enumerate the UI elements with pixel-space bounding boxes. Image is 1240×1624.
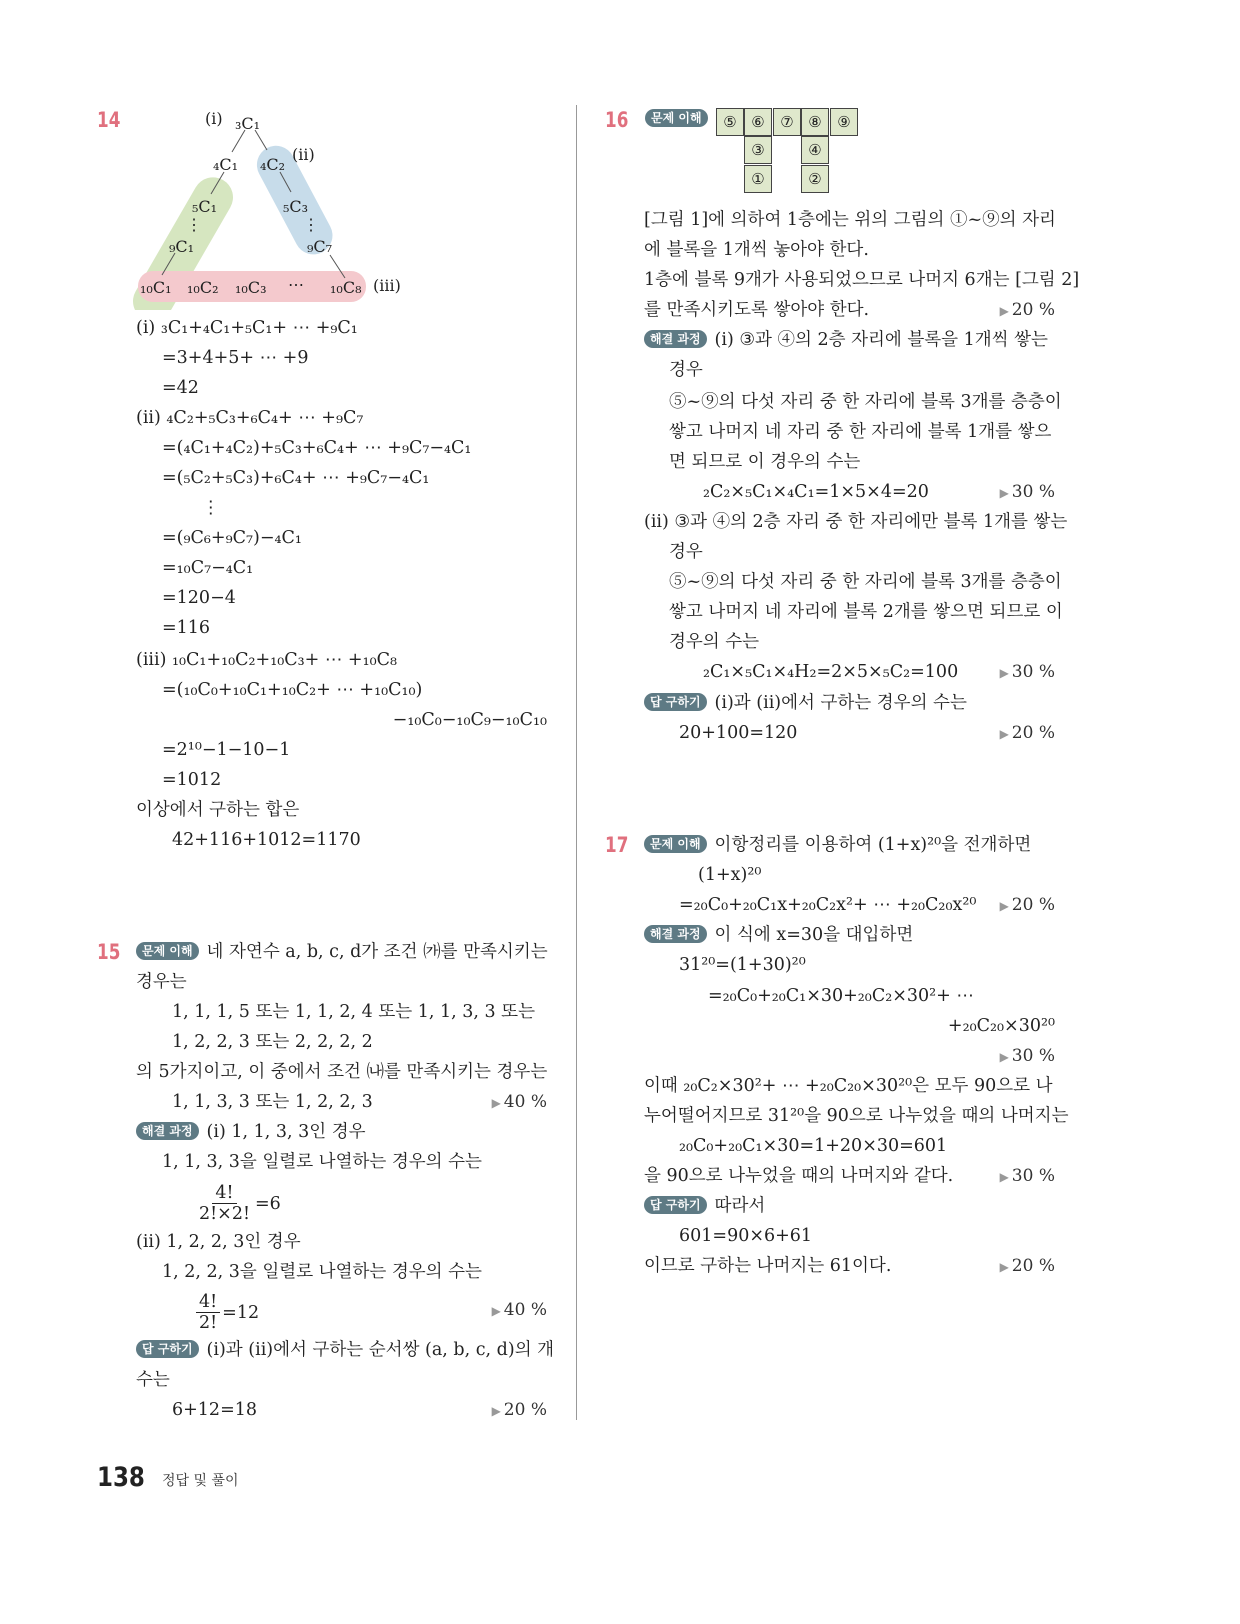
badge-answer: 답 구하기 xyxy=(644,1196,707,1214)
node: ₁₀C₈ xyxy=(330,278,362,297)
math-line: =(₁₀C₀+₁₀C₁+₁₀C₂+ ⋯ +₁₀C₁₀) xyxy=(162,680,423,700)
math-line: ₂₀C₀+₂₀C₁×30=1+20×30=601 xyxy=(679,1136,948,1156)
text-line: ⑤~⑨의 다섯 자리 중 한 자리에 블록 3개를 층층이 xyxy=(669,572,1062,592)
text-line: (ii) 1, 2, 2, 3인 경우 xyxy=(136,1232,301,1252)
math-line: =120−4 xyxy=(162,588,236,608)
text-line: (ii) ③과 ④의 2층 자리 중 한 자리에만 블록 1개를 쌓는 xyxy=(644,512,1068,532)
score: ▶ 30 % xyxy=(999,1166,1055,1186)
node: ₁₀C₁ xyxy=(140,278,172,297)
text-line: 1, 1, 1, 5 또는 1, 1, 2, 4 또는 1, 1, 3, 3 또는 xyxy=(172,1002,535,1022)
text-line xyxy=(644,692,967,714)
math-line: (iii) ₁₀C₁+₁₀C₂+₁₀C₃+ ⋯ +₁₀C₈ xyxy=(136,650,398,670)
text-line xyxy=(136,1339,554,1361)
math-line: ₂C₂×₅C₁×₄C₁=1×5×4=20 xyxy=(703,482,929,502)
question-number: 17 xyxy=(605,833,629,857)
math-line: −₁₀C₀−₁₀C₉−₁₀C₁₀ xyxy=(392,710,547,730)
badge-process: 해결 과정 xyxy=(644,925,707,943)
text-line: 이때 ₂₀C₂×30²+ ⋯ +₂₀C₂₀×30²⁰은 모두 90으로 나 xyxy=(644,1076,1053,1096)
text-line: [그림 1]에 의하여 1층에는 위의 그림의 ①~⑨의 자리 xyxy=(644,210,1056,230)
node: ⋮ xyxy=(303,215,319,234)
grid-cell: ③ xyxy=(744,136,772,164)
node: ₁₀C₂ xyxy=(187,278,219,297)
score: ▶ 20 % xyxy=(491,1400,547,1420)
grid-cell: ④ xyxy=(801,136,829,164)
text-line xyxy=(644,924,913,946)
math-line: =2¹⁰−1−10−1 xyxy=(162,740,291,760)
text-line: 에 블록을 1개씩 놓아야 한다. xyxy=(644,240,869,260)
text-line: 이상에서 구하는 합은 xyxy=(136,800,300,820)
text: (i) ③과 ④의 2층 자리에 블록을 1개씩 쌓는 xyxy=(714,330,1048,350)
badge-understand: 문제 이해 xyxy=(645,109,708,127)
text-line: 을 90으로 나누었을 때의 나머지와 같다. xyxy=(644,1166,954,1186)
math-line: (i) ₃C₁+₄C₁+₅C₁+ ⋯ +₉C₁ xyxy=(136,318,358,338)
math-line: =3+4+5+ ⋯ +9 xyxy=(162,348,309,368)
text-line: 의 5가지이고, 이 중에서 조건 ㈏를 만족시키는 경우는 xyxy=(136,1062,548,1082)
text-line xyxy=(136,1121,366,1143)
text: (i)과 (ii)에서 구하는 경우의 수는 xyxy=(714,693,967,713)
text: 네 자연수 a, b, c, d가 조건 ㈎를 만족시키는 xyxy=(206,942,548,962)
text: 이 식에 x=30을 대입하면 xyxy=(714,925,914,945)
math-line: =₂₀C₀+₂₀C₁×30+₂₀C₂×30²+ ⋯ xyxy=(708,986,974,1006)
math-line: =1012 xyxy=(162,770,222,790)
node: ₄C₁ xyxy=(213,155,239,174)
text-line: 1, 1, 3, 3을 일렬로 나열하는 경우의 수는 xyxy=(162,1152,482,1172)
text-line: 면 되므로 이 경우의 수는 xyxy=(669,452,861,472)
math-line: 601=90×6+61 xyxy=(679,1226,813,1246)
score: ▶ 30 % xyxy=(999,662,1055,682)
text-line xyxy=(644,329,1048,351)
score: ▶ 20 % xyxy=(999,300,1055,320)
node: ⋮ xyxy=(186,215,202,234)
text-line: 경우는 xyxy=(136,972,187,992)
text-line xyxy=(136,941,548,963)
grid-cell: ② xyxy=(801,165,829,193)
column-divider xyxy=(576,105,577,1420)
score: ▶ 20 % xyxy=(999,895,1055,915)
score: ▶ 40 % xyxy=(491,1300,547,1320)
question-number: 16 xyxy=(605,108,629,132)
node: ₉C₇ xyxy=(307,237,333,256)
pascal-diagram xyxy=(120,100,420,310)
question-number: 15 xyxy=(97,940,121,964)
math-line: (1+x)²⁰ xyxy=(698,865,762,885)
node: ⋯ xyxy=(288,275,304,294)
text-line xyxy=(644,1195,765,1217)
math-line: (ii) ₄C₂+₅C₃+₆C₄+ ⋯ +₉C₇ xyxy=(136,408,364,428)
score: ▶ 30 % xyxy=(999,1046,1055,1066)
text-line: 누어떨어지므로 31²⁰을 90으로 나누었을 때의 나머지는 xyxy=(644,1106,1069,1126)
math-line: =₂₀C₀+₂₀C₁x+₂₀C₂x²+ ⋯ +₂₀C₂₀x²⁰ xyxy=(679,895,977,915)
badge-answer: 답 구하기 xyxy=(136,1340,199,1358)
footer-title: 정답 및 풀이 xyxy=(162,1473,239,1489)
math-line: 31²⁰=(1+30)²⁰ xyxy=(679,955,806,975)
grid-cell: ⑦ xyxy=(773,108,801,136)
score: ▶ 30 % xyxy=(999,482,1055,502)
text: 이항정리를 이용하여 (1+x)²⁰을 전개하면 xyxy=(714,835,1032,855)
text-line: 쌓고 나머지 네 자리에 블록 2개를 쌓으면 되므로 이 xyxy=(669,602,1063,622)
math-line: =(₄C₁+₄C₂)+₅C₃+₆C₄+ ⋯ +₉C₇−₄C₁ xyxy=(162,438,472,458)
score: ▶ 20 % xyxy=(999,723,1055,743)
badge-process: 해결 과정 xyxy=(136,1122,199,1140)
text-line xyxy=(644,834,1031,856)
text-line: 경우 xyxy=(669,542,703,562)
score: ▶ 40 % xyxy=(491,1092,547,1112)
text-line: 1층에 블록 9개가 사용되었으므로 나머지 6개는 [그림 2] xyxy=(644,270,1080,290)
node: ₅C₃ xyxy=(283,197,309,216)
grid-cell: ⑨ xyxy=(830,108,858,136)
node: ₄C₂ xyxy=(260,155,286,174)
label-i: (i) xyxy=(205,109,223,128)
text-line: 를 만족시키도록 쌓아야 한다. xyxy=(644,300,870,320)
badge-answer: 답 구하기 xyxy=(644,693,707,711)
grid-cell: ⑤ xyxy=(716,108,744,136)
score: ▶ 20 % xyxy=(999,1256,1055,1276)
text: (i)과 (ii)에서 구하는 순서쌍 (a, b, c, d)의 개 xyxy=(206,1340,555,1360)
math-line: 42+116+1012=1170 xyxy=(172,830,361,850)
math-line: 6+12=18 xyxy=(172,1400,257,1420)
text-line: 1, 2, 2, 3을 일렬로 나열하는 경우의 수는 xyxy=(162,1262,482,1282)
text-line: 이므로 구하는 나머지는 61이다. xyxy=(644,1256,892,1276)
fraction: $\frac{4!}{2!\times 2!}$ =6 xyxy=(199,1183,281,1224)
question-number: 14 xyxy=(97,108,121,132)
node: ₁₀C₃ xyxy=(235,278,267,297)
text: (i) 1, 1, 3, 3인 경우 xyxy=(206,1122,366,1142)
node: ₉C₁ xyxy=(169,237,195,256)
node: ₃C₁ xyxy=(235,114,261,133)
text-line: 경우 xyxy=(669,360,703,380)
text-line: 쌓고 나머지 네 자리 중 한 자리에 블록 1개를 쌓으 xyxy=(669,422,1052,442)
text-line: 1, 1, 3, 3 또는 1, 2, 2, 3 xyxy=(172,1092,373,1112)
math-line: +₂₀C₂₀×30²⁰ xyxy=(947,1016,1055,1036)
text-line: 경우의 수는 xyxy=(669,632,760,652)
badge-understand: 문제 이해 xyxy=(644,835,707,853)
grid-cell: ⑥ xyxy=(744,108,772,136)
text: 따라서 xyxy=(714,1196,766,1216)
text-line: 1, 2, 2, 3 또는 2, 2, 2, 2 xyxy=(172,1032,373,1052)
math-line: =(₅C₂+₅C₃)+₆C₄+ ⋯ +₉C₇−₄C₁ xyxy=(162,468,430,488)
grid-cell: ① xyxy=(744,165,772,193)
math-line: =(₉C₆+₉C₇)−₄C₁ xyxy=(162,528,302,548)
math-line: ⋮ xyxy=(202,498,220,518)
label-ii: (ii) xyxy=(292,145,315,164)
badge-process: 해결 과정 xyxy=(644,330,707,348)
math-line: =116 xyxy=(162,618,211,638)
badge-understand: 문제 이해 xyxy=(136,942,199,960)
math-line: 20+100=120 xyxy=(679,723,798,743)
math-line: =₁₀C₇−₄C₁ xyxy=(162,558,254,578)
text-line: 수는 xyxy=(136,1370,170,1390)
math-line: =42 xyxy=(162,378,199,398)
fraction: $\frac{4!}{2!}$ =12 xyxy=(196,1292,259,1333)
text-line: ⑤~⑨의 다섯 자리 중 한 자리에 블록 3개를 층층이 xyxy=(669,392,1062,412)
grid-cell: ⑧ xyxy=(801,108,829,136)
node: ₅C₁ xyxy=(192,197,218,216)
math-line: ₂C₁×₅C₁×₄H₂=2×5×₅C₂=100 xyxy=(703,662,959,682)
page-number: 138 xyxy=(97,1462,145,1493)
label-iii: (iii) xyxy=(373,276,401,295)
